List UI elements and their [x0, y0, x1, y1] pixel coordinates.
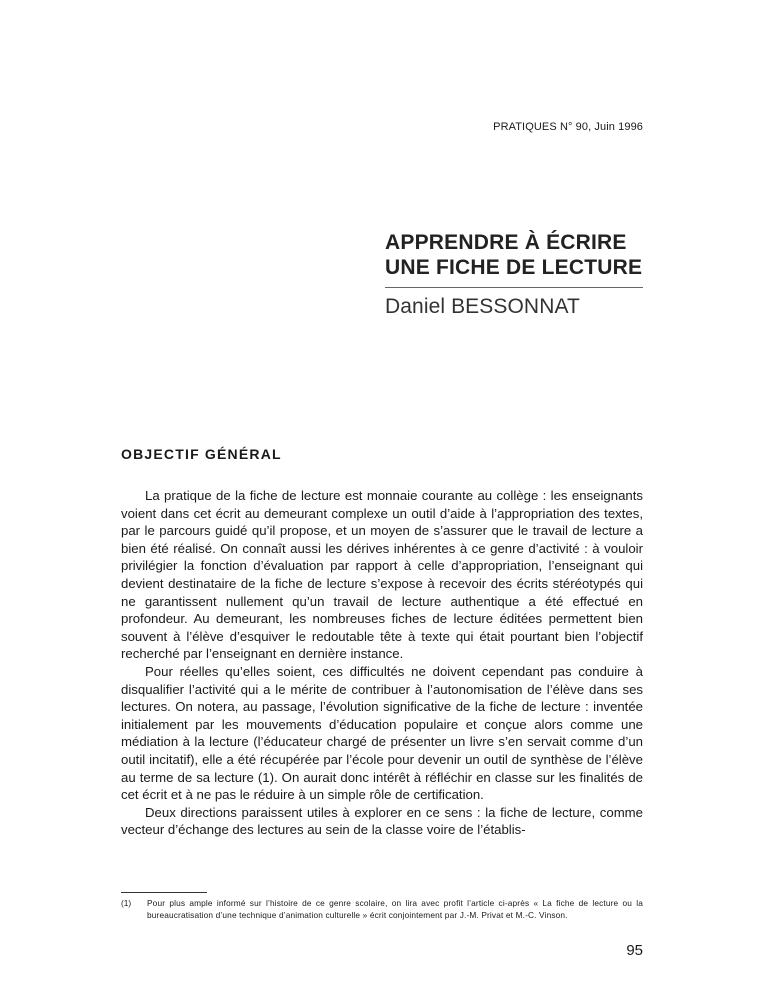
- running-header: PRATIQUES N° 90, Juin 1996: [493, 121, 643, 133]
- footnote: [121, 898, 643, 922]
- footnote-divider: [121, 892, 207, 893]
- body-paragraph-3: Deux directions paraissent utiles à explorer en ce sens : la fiche de lecture, comme vecteur d’échange des lectures au sein de la classe voire de l’établis-: [121, 804, 643, 838]
- body-text: [121, 487, 643, 839]
- article-title-line-1: APPRENDRE À ÉCRIRE: [385, 231, 627, 254]
- footnote-text: Pour plus ample informé sur l’histoire de ce genre scolaire, on lira avec profit l’article ci-après « La fiche de lecture ou la bureaucratisation d’une technique d’animation culturelle » écrit conjointement par J.-M. Privat et M.-C. Vinson.: [147, 898, 643, 920]
- body-paragraph-2: Pour réelles qu’elles soient, ces difficultés ne doivent cependant pas conduire à disqualifier l’activité qui a le mérite de contribuer à l’autonomisation de l’élève dans ses lectures. On notera, au passage, l’évolution significative de la fiche de lecture : inventée initialement par les mouvements d’éducation populaire et conçue alors comme une médiation à la lecture (l’éducateur chargé de présenter un livre s’en servait comme d’un outil incitatif), elle a été récupérée par l’école pour devenir un outil de synthèse de l’élève au terme de sa lecture (1). On aurait donc intérêt à réfléchir en classe sur les finalités de cet écrit et à ne pas le réduire à un simple rôle de certification.: [121, 663, 643, 803]
- footnote-number: (1): [121, 898, 132, 908]
- article-title-line-2: UNE FICHE DE LECTURE: [385, 256, 643, 279]
- author-name: Daniel BESSONNAT: [385, 295, 580, 318]
- section-heading: OBJECTIF GÉNÉRAL: [121, 446, 282, 462]
- body-paragraph-1: La pratique de la fiche de lecture est monnaie courante au collège : les enseignants voient dans cet écrit au demeurant complexe un outil d’aide à l’appropriation des textes, par le parcours guidé qu’il propose, et un moyen de s’assurer que le travail de lecture a bien été réalisé. On connaît aussi les dérives inhérentes à ce genre d’activité : à vouloir privilégier la fonction d’évaluation par rapport à celle d’appropriation, l’enseignant qui devient destinataire de la fiche de lecture s’expose à recevoir des écrits stéréotypés qui ne garantissent nullement qu’un travail de lecture authentique a été effectué en profondeur. Au demeurant, les nombreuses fiches de lecture éditées permettent bien souvent à l’élève d’esquiver le redoutable tête à texte qui était pourtant bien l’objectif recherché par l’enseignant en dernière instance.: [121, 488, 643, 662]
- title-divider: [385, 287, 643, 288]
- title-block: [385, 230, 643, 319]
- page-number: 95: [626, 942, 643, 959]
- article-title: [385, 230, 643, 280]
